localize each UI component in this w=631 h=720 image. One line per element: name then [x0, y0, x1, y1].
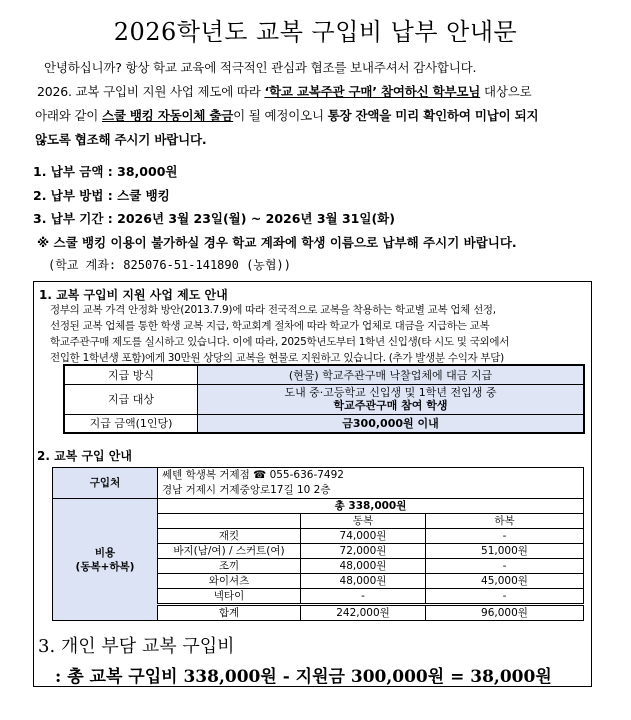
support-value-line: 학교주관구매 참여 학생 — [333, 399, 448, 412]
item-value: 2026년 3월 23일(월) ~ 2026년 3월 31일(화) — [117, 211, 395, 226]
intro-text: 대상으로 — [480, 84, 532, 99]
item-label: 1. 납부 금액 : — [33, 164, 118, 179]
section-1-heading: 1. 교복 구입비 지원 사업 제도 안내 — [39, 288, 228, 302]
support-key: 지급 대상 — [64, 384, 198, 414]
support-key: 지급 금액(1인당) — [64, 414, 198, 433]
table-row — [53, 499, 584, 514]
intro-emphasis: 통장 잔액을 미리 확인하여 미납이 되지 — [327, 108, 539, 123]
support-value-line: 도내 중·고등학교 신입생 및 1학년 전입생 중 — [284, 386, 497, 399]
intro-text: 이 될 예정이오니 — [233, 108, 328, 123]
winter-price: 48,000원 — [301, 574, 426, 589]
section-1-body-4: 전입한 1학년생 포함)에게 30만원 상당의 교복을 현물로 지원하고 있습니다. (추가 발생분 수익자 부담) — [50, 352, 504, 364]
vendor-label: 구입처 — [53, 468, 158, 499]
support-key: 지급 방식 — [64, 365, 198, 384]
school-account: (학교 계좌: 825076-51-141890 (농협)) — [48, 258, 291, 272]
cost-label-text: (동복+하복) — [75, 560, 135, 573]
section-3-formula: : 총 교복 구입비 338,000원 - 지원금 300,000원 = 38,000원 — [55, 667, 552, 687]
intro-line-1: 안녕하십니까? 항상 학교 교육에 적극적인 관심과 협조를 보내주셔서 감사합니다. — [44, 60, 477, 75]
column-header: 동복 — [301, 514, 426, 529]
column-header: 하복 — [426, 514, 584, 529]
winter-price: 72,000원 — [301, 544, 426, 559]
table-row — [53, 468, 584, 499]
purchase-table — [52, 467, 584, 621]
summer-price: - — [426, 559, 584, 574]
winter-price: 74,000원 — [301, 529, 426, 544]
intro-text: 아래와 같이 — [35, 108, 102, 123]
summer-price: 51,000원 — [426, 544, 584, 559]
winter-price: 48,000원 — [301, 559, 426, 574]
intro-emphasis: 스쿨 뱅킹 자동이체 출금 — [101, 108, 234, 123]
item-name: 조끼 — [158, 559, 301, 574]
intro-line-3 — [35, 106, 538, 124]
column-header — [158, 514, 301, 529]
table-row — [64, 384, 584, 414]
intro-text: 2026. 교복 구입비 지원 사업 제도에 따라 — [37, 84, 265, 99]
section-1-body-1: 정부의 교복 가격 안정화 방안(2013.7.9)에 따라 전국적으로 교복을 착용하는 학교별 교복 업체 선정, — [50, 304, 496, 316]
summer-price: 45,000원 — [426, 574, 584, 589]
cost-label-text: 비용 — [94, 546, 116, 559]
section-1-body-3: 학교주관구매 제도를 실시하고 있습니다. 이에 따라, 2025학년도부터 1학년 신입생(타 시도 및 국외에서 — [50, 336, 510, 348]
intro-line-4: 않도록 협조해 주시기 바랍니다. — [35, 132, 207, 147]
summer-price: - — [426, 589, 584, 605]
section-1-body-2: 선정된 교복 업체를 통한 학생 교복 지급, 학교회계 절차에 따라 학교가 업체로 대금을 지급하는 교복 — [50, 320, 490, 332]
winter-price: - — [301, 589, 426, 605]
item-label: 2. 납부 방법 : — [33, 188, 118, 203]
item-name: 바지(남/여) / 스커트(여) — [158, 544, 301, 559]
intro-line-2 — [37, 82, 531, 100]
vendor-info — [158, 468, 584, 499]
vendor-line: 쎄텐 학생복 거제점 ☎ 055-636-7492 — [162, 469, 344, 481]
support-value: (현물) 학교주관구매 낙찰업체에 대금 지급 — [198, 365, 585, 384]
sum-label: 합계 — [158, 605, 301, 621]
vendor-line: 경남 거제시 거제중앙로17길 10 2층 — [162, 484, 331, 496]
payment-amount — [33, 162, 177, 180]
item-label: 3. 납부 기간 : — [33, 211, 118, 226]
cost-label — [53, 499, 158, 621]
page-title: 2026학년도 교복 구입비 납부 안내문 — [113, 18, 518, 46]
sum-summer: 96,000원 — [426, 605, 584, 621]
section-2-heading: 2. 교복 구입 안내 — [37, 449, 132, 463]
payment-period — [33, 209, 395, 227]
payment-method — [33, 186, 170, 204]
item-value: 스쿨 뱅킹 — [117, 188, 170, 203]
intro-emphasis: ‘학교 교복주관 구매’ 참여하신 학부모님 — [264, 84, 481, 99]
table-row — [64, 365, 584, 384]
payment-note: ※ 스쿨 뱅킹 이용이 불가하실 경우 학교 계좌에 학생 이름으로 납부해 주시기 바랍니다. — [37, 235, 517, 250]
item-name: 넥타이 — [158, 589, 301, 605]
item-name: 재킷 — [158, 529, 301, 544]
summer-price: - — [426, 529, 584, 544]
table-row — [64, 414, 584, 433]
support-value — [198, 384, 585, 414]
item-name: 와이셔츠 — [158, 574, 301, 589]
cost-total: 총 338,000원 — [158, 499, 584, 514]
support-table — [63, 364, 585, 434]
section-3-heading: 3. 개인 부담 교복 구입비 — [38, 636, 235, 657]
sum-winter: 242,000원 — [301, 605, 426, 621]
support-value: 금300,000원 이내 — [198, 414, 585, 433]
item-value: 38,000원 — [117, 164, 178, 179]
